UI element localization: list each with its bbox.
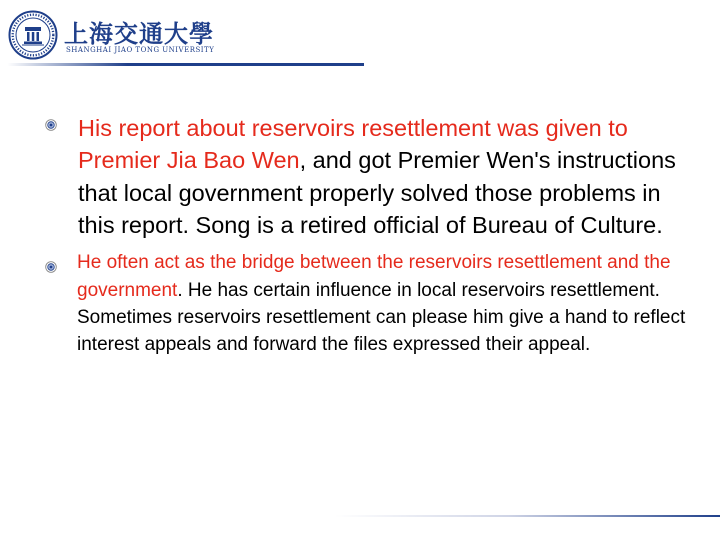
university-name-chinese: 上海交通大學: [64, 19, 214, 48]
bullet-rest-1: , and got Premier Wen's instructions that local government properly solved those problems in this report. Song is a retired official of Bureau of Culture.: [78, 147, 676, 238]
bullet-text-1: [78, 112, 700, 241]
bullet-item-1: [40, 112, 700, 241]
university-seal-icon: [8, 10, 58, 60]
header-divider: [0, 63, 364, 66]
slide-body: [40, 112, 700, 359]
bullet-highlight-2: He often act as the bridge between the reservoirs resettlement and the government: [77, 252, 671, 301]
university-name-english: SHANGHAI JIAO TONG UNIVERSITY: [66, 46, 215, 54]
footer-divider: [335, 515, 720, 517]
bullet-highlight-1: His report about reservoirs resettlement was given to Premier Jia Bao Wen: [78, 115, 628, 174]
bullet-item-2: [40, 249, 700, 359]
bullet-text-2: [77, 249, 700, 359]
slide-header: [0, 0, 720, 80]
target-bullet-icon: [45, 119, 57, 131]
target-bullet-icon: [45, 261, 57, 273]
bullet-rest-2: . He has certain influence in local reservoirs resettlement. Sometimes reservoirs resettlement can please him give a hand to reflect interest appeals and forward the files expressed their appeal.: [77, 279, 686, 356]
